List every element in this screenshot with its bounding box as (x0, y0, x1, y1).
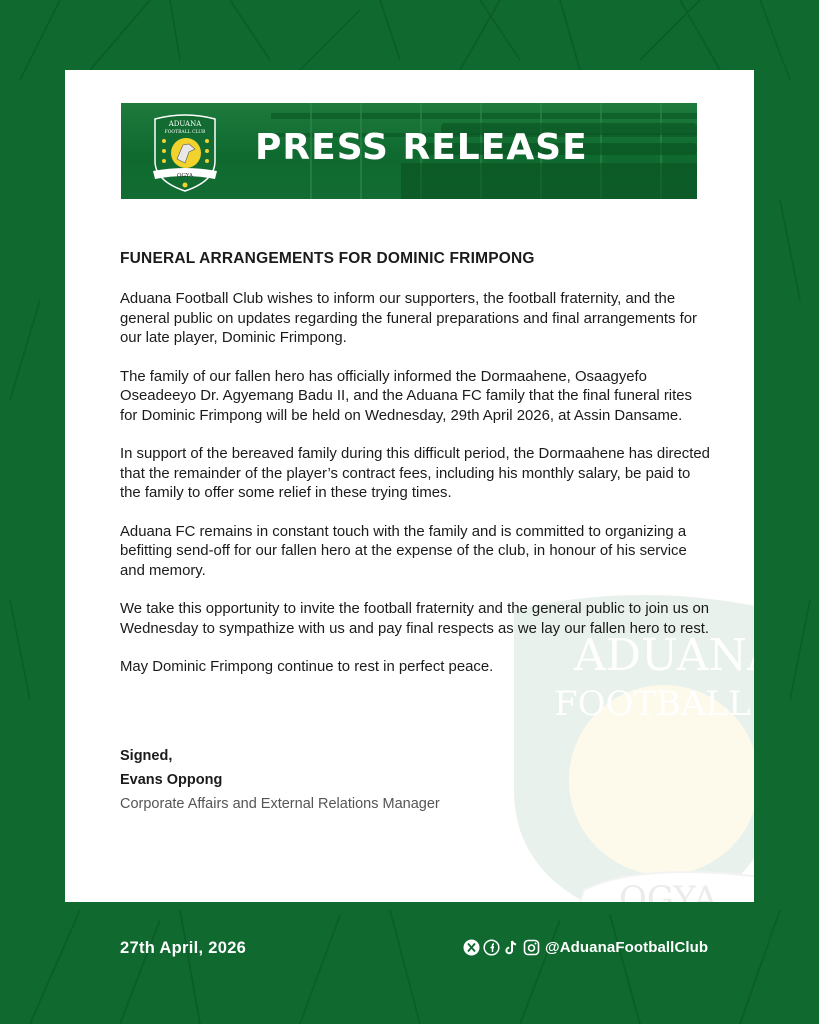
release-body (120, 250, 710, 697)
release-paragraph: Aduana FC remains in constant touch with the family and is committed to organizing a befitting send-off for our fallen hero at the expense of the club, in honour of his service and memory. (120, 523, 687, 579)
banner-title: PRESS RELEASE (255, 127, 588, 168)
signatory-name: Evans Oppong (120, 772, 223, 788)
signature-label: Signed, (120, 748, 173, 764)
social-links (463, 939, 708, 956)
tiktok-icon[interactable] (503, 939, 520, 956)
crest-club-subtitle: FOOTBALL CLUB (164, 130, 206, 135)
crest-club-name: ADUANA (168, 120, 202, 128)
release-paragraph: Aduana Football Club wishes to inform our supporters, the football fraternity, and the general public on updates regarding the funeral preparations and final arrangements for our late player, Dominic Frimpong. (120, 291, 697, 346)
instagram-icon[interactable] (523, 939, 540, 956)
release-paragraph: The family of our fallen hero has officially informed the Dormaahene, Osaagyefo Oseadeeyo Dr. Agyemang Badu II, and the Aduana FC family that the final funeral rites for Dominic Frimpong will be held on Wednesday, 29th April 2026, at Assin Dansame. (120, 368, 692, 424)
crest-ribbon-text: OGYA (177, 173, 193, 179)
press-release-banner (121, 103, 697, 199)
release-paragraph: May Dominic Frimpong continue to rest in perfect peace. (120, 659, 494, 675)
release-paragraph: We take this opportunity to invite the football fraternity and the general public to join us on Wednesday to sympathize with us and pay final respects as we lay our fallen hero to rest. (120, 601, 710, 637)
release-headline: FUNERAL ARRANGEMENTS FOR DOMINIC FRIMPONG (120, 250, 535, 267)
release-paragraph: In support of the bereaved family during this difficult period, the Dormaahene has directed that the remainder of the player’s contract fees, including his monthly salary, be paid to the family to offer some relief in these trying times. (120, 446, 710, 501)
watermark-ribbon-text: OGYA (619, 879, 718, 919)
x-icon[interactable] (463, 939, 480, 956)
signatory-title: Corporate Affairs and External Relations Manager (120, 796, 440, 812)
social-handle[interactable]: @AduanaFootballClub (545, 939, 709, 956)
press-release-card (65, 70, 788, 919)
signature-block (120, 744, 440, 816)
release-date: 27th April, 2026 (120, 939, 247, 957)
watermark-text-mid: FOOTBALL C (554, 684, 788, 724)
aduana-club-crest (149, 111, 221, 193)
facebook-icon[interactable] (483, 939, 500, 956)
watermark-text-top: ADUANA (574, 630, 779, 681)
